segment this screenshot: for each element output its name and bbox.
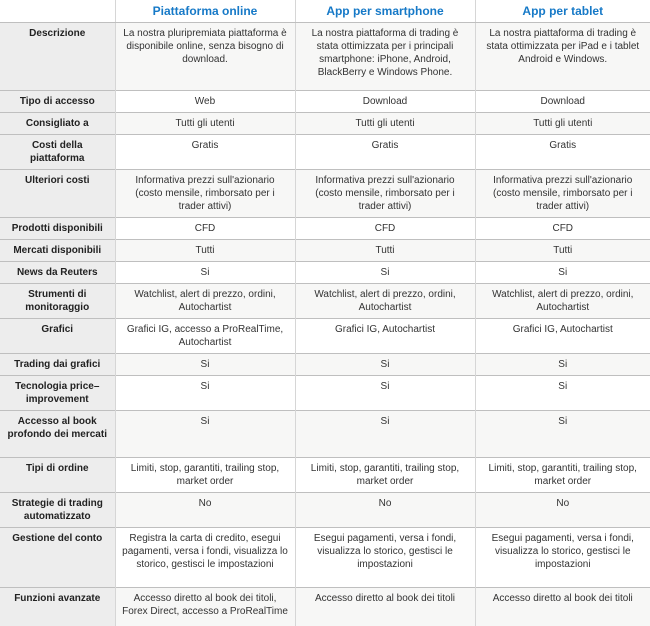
table-cell: Si: [115, 375, 295, 410]
row-label: Mercati disponibili: [0, 239, 115, 261]
table-cell: La nostra piattaforma di trading è stata ottimizzata per i principali smartphone: iPhone, Android, BlackBerry e Windows Phone.: [295, 22, 475, 90]
table-cell: Si: [475, 353, 650, 375]
table-cell: CFD: [115, 217, 295, 239]
table-cell: Gratis: [475, 134, 650, 169]
row-label: Strumenti di monitoraggio: [0, 283, 115, 318]
table-cell: Tutti: [475, 239, 650, 261]
column-header-app-tablet[interactable]: App per tablet: [475, 0, 650, 22]
table-row: [0, 587, 650, 626]
column-header-app-smartphone[interactable]: App per smartphone: [295, 0, 475, 22]
row-label: Gestione del conto: [0, 527, 115, 587]
table-cell: Gratis: [115, 134, 295, 169]
table-row: [0, 318, 650, 353]
table-cell: Si: [295, 353, 475, 375]
table-cell: Esegui pagamenti, versa i fondi, visualizza lo storico, gestisci le impostazioni: [475, 527, 650, 587]
table-cell: Informativa prezzi sull'azionario (costo mensile, rimborsato per i trader attivi): [295, 169, 475, 217]
table-row: [0, 90, 650, 112]
row-label: News da Reuters: [0, 261, 115, 283]
row-label: Accesso al book profondo dei mercati: [0, 410, 115, 457]
table-row: [0, 353, 650, 375]
table-cell: No: [115, 492, 295, 527]
table-cell: Tutti gli utenti: [475, 112, 650, 134]
table-cell: Tutti: [115, 239, 295, 261]
table-cell: Grafici IG, Autochartist: [475, 318, 650, 353]
table-row: [0, 134, 650, 169]
row-label: Ulteriori costi: [0, 169, 115, 217]
table-row: [0, 457, 650, 492]
table-cell: Tutti gli utenti: [115, 112, 295, 134]
table-cell: Download: [475, 90, 650, 112]
header-row: [0, 0, 650, 22]
table-row: [0, 375, 650, 410]
table-row: [0, 22, 650, 90]
row-label: Consigliato a: [0, 112, 115, 134]
table-cell: Si: [115, 353, 295, 375]
table-cell: CFD: [475, 217, 650, 239]
row-label: Prodotti disponibili: [0, 217, 115, 239]
table-cell: Accesso diretto al book dei titoli: [475, 587, 650, 626]
table-cell: Si: [295, 410, 475, 457]
table-cell: Si: [295, 375, 475, 410]
table-row: [0, 492, 650, 527]
table-row: [0, 527, 650, 587]
table-cell: Gratis: [295, 134, 475, 169]
column-header-piattaforma-online[interactable]: Piattaforma online: [115, 0, 295, 22]
table-cell: No: [295, 492, 475, 527]
table-cell: La nostra piattaforma di trading è stata ottimizzata per iPad e i tablet Android e Windows.: [475, 22, 650, 90]
table-header: [0, 0, 650, 22]
table-cell: Registra la carta di credito, esegui pagamenti, versa i fondi, visualizza lo storico, gestisci le impostazioni: [115, 527, 295, 587]
row-label: Funzioni avanzate: [0, 587, 115, 626]
table-cell: Download: [295, 90, 475, 112]
table-cell: La nostra pluripremiata piattaforma è disponibile online, senza bisogno di download.: [115, 22, 295, 90]
table-cell: Accesso diretto al book dei titoli: [295, 587, 475, 626]
row-label: Grafici: [0, 318, 115, 353]
table-cell: Tutti: [295, 239, 475, 261]
row-label: Tipo di accesso: [0, 90, 115, 112]
table-row: [0, 410, 650, 457]
row-label: Strategie di trading automatizzato: [0, 492, 115, 527]
table-body: [0, 22, 650, 626]
table-cell: Grafici IG, accesso a ProRealTime, Autochartist: [115, 318, 295, 353]
table-cell: Limiti, stop, garantiti, trailing stop, market order: [295, 457, 475, 492]
table-cell: Esegui pagamenti, versa i fondi, visualizza lo storico, gestisci le impostazioni: [295, 527, 475, 587]
table-row: [0, 217, 650, 239]
row-label: Descrizione: [0, 22, 115, 90]
table-cell: Si: [475, 261, 650, 283]
table-cell: Watchlist, alert di prezzo, ordini, Autochartist: [295, 283, 475, 318]
row-label: Tecnologia price–improvement: [0, 375, 115, 410]
table-row: [0, 261, 650, 283]
corner-cell: [0, 0, 115, 22]
table-row: [0, 112, 650, 134]
table-cell: Informativa prezzi sull'azionario (costo mensile, rimborsato per i trader attivi): [115, 169, 295, 217]
table-cell: Si: [475, 375, 650, 410]
row-label: Tipi di ordine: [0, 457, 115, 492]
row-label: Trading dai grafici: [0, 353, 115, 375]
table-cell: Tutti gli utenti: [295, 112, 475, 134]
table-row: [0, 283, 650, 318]
table-cell: Accesso diretto al book dei titoli, Forex Direct, accesso a ProRealTime: [115, 587, 295, 626]
table-cell: Limiti, stop, garantiti, trailing stop, market order: [475, 457, 650, 492]
table-cell: No: [475, 492, 650, 527]
table-cell: Watchlist, alert di prezzo, ordini, Autochartist: [115, 283, 295, 318]
table-cell: Si: [475, 410, 650, 457]
table-cell: Watchlist, alert di prezzo, ordini, Autochartist: [475, 283, 650, 318]
table-row: [0, 169, 650, 217]
table-cell: Si: [115, 410, 295, 457]
table-cell: Si: [295, 261, 475, 283]
row-label: Costi della piattaforma: [0, 134, 115, 169]
table-cell: Limiti, stop, garantiti, trailing stop, market order: [115, 457, 295, 492]
table-cell: Grafici IG, Autochartist: [295, 318, 475, 353]
table-row: [0, 239, 650, 261]
table-cell: Informativa prezzi sull'azionario (costo mensile, rimborsato per i trader attivi): [475, 169, 650, 217]
table-cell: Web: [115, 90, 295, 112]
table-cell: Si: [115, 261, 295, 283]
table-cell: CFD: [295, 217, 475, 239]
